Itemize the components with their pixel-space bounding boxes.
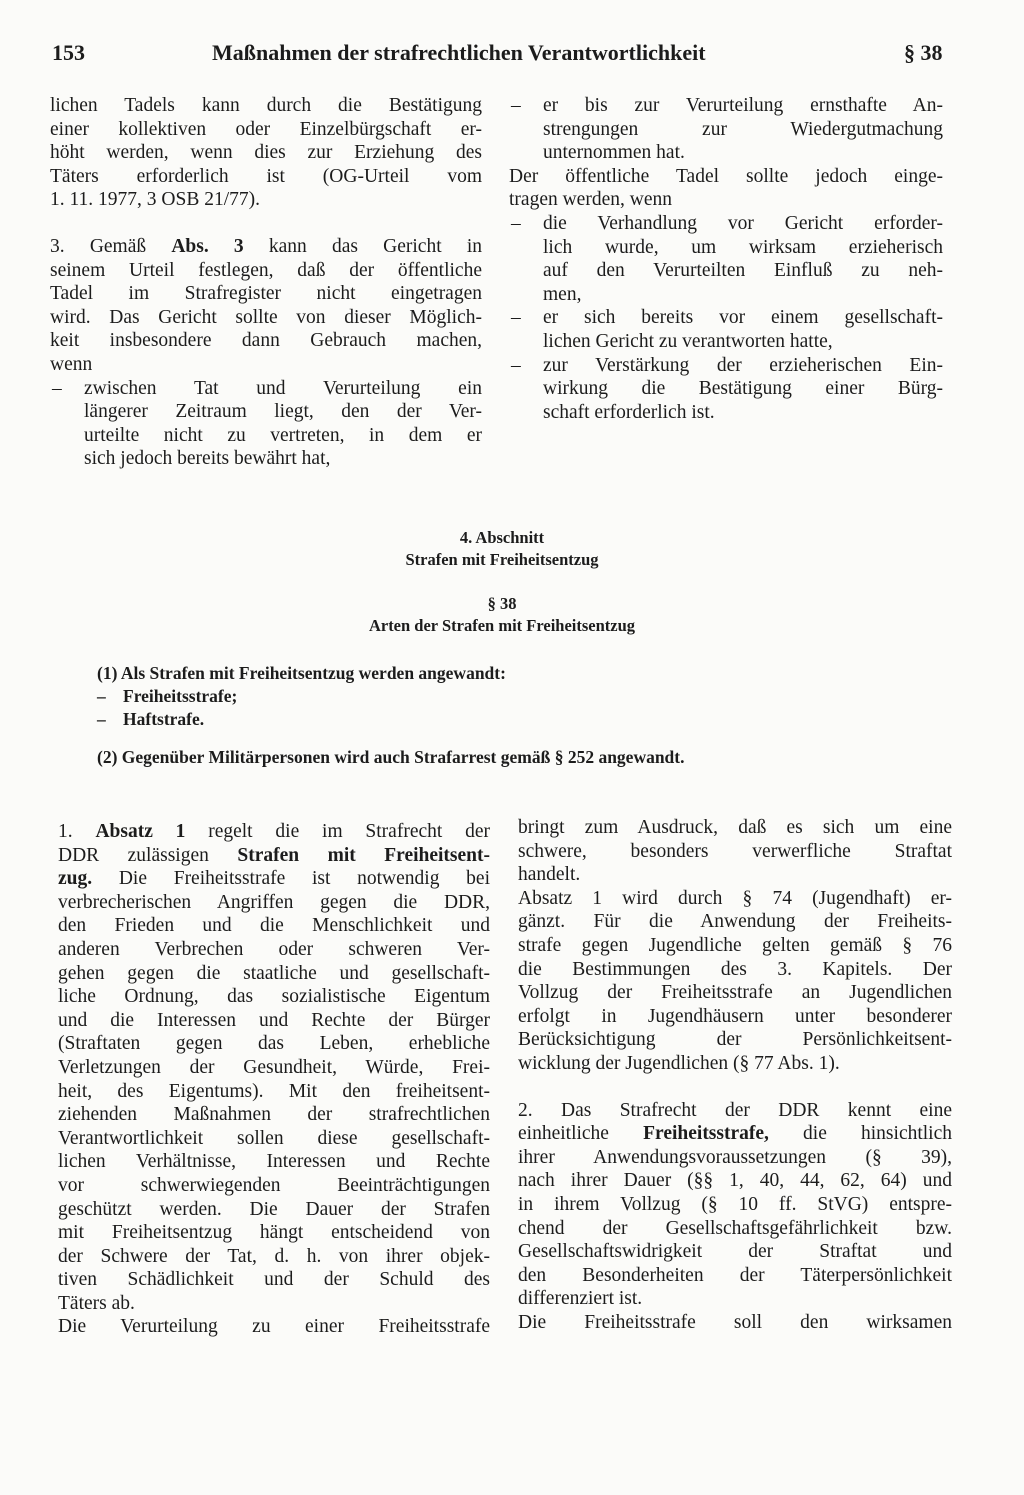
text-line: längerer Zeitraum liegt, den der Ver- [84,401,482,423]
text-line: differenziert ist. [518,1288,643,1310]
text-line: wirkung die Bestätigung einer Bürg- [543,378,943,400]
text-line: tragen werden, wenn [509,189,672,211]
text-line: Absatz 1 wird durch § 74 (Jugendhaft) er- [518,887,952,909]
list-dash: – [52,377,62,399]
text-line: lichen Tadels kann durch die Bestätigung [50,95,482,116]
text-line: handelt. [518,864,581,886]
chapter-title: Strafen mit Freiheitsentzug [405,550,599,569]
bold-term: Abs. 3 [171,235,244,257]
text-line: bringt zum Ausdruck, daß es sich um eine [518,817,952,838]
law-paragraph-2: (2) Gegenüber Militärpersonen wird auch Strafarrest gemäß § 252 angewandt. [97,747,685,767]
text-line: 2. Das Strafrecht der DDR kennt eine [518,1099,952,1121]
text-line: auf den Verurteilten Einfluß zu neh- [543,260,943,282]
text-line [518,1122,952,1146]
text-line: verbrecherischen Angriffen gegen die DDR, [58,891,490,913]
text-line: Gesellschaftswidrigkeit der Straftat und [518,1241,952,1263]
text-line: Täters ab. [58,1292,135,1314]
law-item-1 [97,685,237,707]
text-line: seinem Urteil festlegen, daß der öffentliche [50,259,482,281]
list-dash: – [511,307,521,329]
text-line: einer kollektiven oder Einzelbürgschaft er- [50,118,482,140]
text-line: tiven Schädlichkeit und der Schuld des [58,1269,490,1291]
paragraph-title: Arten der Strafen mit Freiheitsentzug [368,616,636,635]
text-line: 1. 11. 1977, 3 OSB 21/77). [50,189,260,211]
chapter-number: 4. Abschnitt [459,528,545,547]
text-line: strafe gegen Jugendliche gelten gemäß § 76 [518,934,952,956]
text-line: schwere, besonders verwerfliche Straftat [518,840,952,862]
line-text: zwischen Tat und Verurteilung ein [84,377,482,399]
text-line [58,867,490,891]
list-dash: – [511,354,521,376]
law-item-text: Freiheitsstrafe; [123,686,238,706]
law-item-2 [97,708,204,730]
text-line: höht werden, wenn dies zur Erziehung des [50,142,482,164]
top-left-column [50,94,482,471]
text-line: vor schwerwiegenden Beeinträchtigungen [58,1174,490,1196]
text-line [58,844,490,868]
law-dash: – [97,686,106,706]
text-line: gänzt. Für die Anwendung der Freiheits- [518,911,952,933]
bottom-left-column [58,820,490,1339]
line-text: regelt die im Strafrecht der [185,821,490,842]
text-line: ihrer Anwendungsvoraussetzungen (§ 39), [518,1146,952,1168]
list-line [509,306,943,330]
law-paragraph-1: (1) Als Strafen mit Freiheitsentzug werden angewandt: [97,663,506,683]
line-text: DDR zulässigen [58,844,238,866]
text-line [58,820,490,844]
section-marker: § 38 [904,40,943,65]
line-text: 3. Gemäß [50,235,172,257]
text-line: (Straftaten gegen das Leben, erhebliche [58,1033,490,1055]
text-line: Täters erforderlich ist (OG-Urteil vom [50,165,482,187]
text-line: Tadel im Strafregister nicht eingetragen [50,283,482,305]
text-line: sich jedoch bereits bewährt hat, [84,448,331,470]
page-number: 153 [52,40,85,65]
bold-term: Strafen mit Freiheitsent- [237,844,491,866]
text-line [50,235,482,259]
text-line: in ihrem Vollzug (§ 10 ff. StVG) entspre- [518,1193,952,1215]
text-line: men, [543,283,582,305]
text-line: Berücksichtigung der Persönlichkeitsent- [518,1029,952,1051]
text-line: die Bestimmungen des 3. Kapitels. Der [518,958,952,980]
text-line: und die Interessen und Rechte der Bürger [58,1009,490,1031]
text-line: ziehenden Maßnahmen der strafrechtlichen [58,1104,490,1126]
text-line: liche Ordnung, das sozialistische Eigentum [58,986,490,1008]
text-line: geschützt werden. Die Dauer der Strafen [58,1198,490,1220]
list-dash: – [511,95,521,116]
text-line: chend der Gesellschaftsgefährlichkeit bzw. [518,1217,952,1239]
line-text: er sich bereits vor einem gesellschaft- [543,307,943,329]
text-line: lichen Verhältnisse, Interessen und Rechte [58,1151,490,1173]
text-line: strengungen zur Wiedergutmachung [543,118,943,140]
bold-term: zug. [58,868,93,890]
line-text: 1. [58,821,96,842]
line-text: zur Verstärkung der erzieherischen Ein- [543,354,943,376]
text-line: urteilte nicht zu vertreten, in dem er [84,424,482,446]
list-line [509,212,943,236]
text-line: den Besonderheiten der Täterpersönlichkeit [518,1264,952,1286]
text-line: Verantwortlichkeit sollen diese gesellschaft- [58,1127,490,1149]
text-line: Vollzug der Freiheitsstrafe an Jugendlichen [518,982,952,1004]
text-line: wird. Das Gericht sollte von dieser Möglich- [50,306,482,328]
line-text: einheitliche [518,1123,644,1145]
paragraph-number: § 38 [487,594,517,613]
text-line: den Frieden und die Menschlichkeit und [58,915,490,937]
list-line [50,377,482,401]
line-text: die Verhandlung vor Gericht erforder- [543,212,943,234]
text-line: Die Verurteilung zu einer Freiheitsstrafe [58,1316,490,1338]
list-dash: – [511,212,521,234]
bold-term: Freiheitsstrafe, [643,1123,769,1145]
list-line [509,94,943,118]
line-text: kann das Gericht in [243,235,482,257]
text-line: Der öffentliche Tadel sollte jedoch einge- [509,165,943,187]
text-line: Die Freiheitsstrafe soll den wirksamen [518,1311,952,1333]
line-text: er bis zur Verurteilung ernsthafte An- [543,95,943,116]
text-line: anderen Verbrechen oder schweren Ver- [58,938,490,960]
text-line: lich wurde, um wirksam erzieherisch [543,236,943,258]
text-line: erfolgt in Jugendhäusern unter besonderer [518,1005,952,1027]
text-line: unternommen hat. [543,142,685,164]
running-title: Maßnahmen der strafrechtlichen Verantwortlichkeit [212,40,706,65]
text-line: nach ihrer Dauer (§§ 1, 40, 44, 62, 64) und [518,1170,952,1192]
line-text: Die Freiheitsstrafe ist notwendig bei [92,868,490,890]
text-line: schaft erforderlich ist. [543,401,715,423]
line-text: die hinsichtlich [768,1123,953,1145]
top-right-column [509,94,943,424]
text-line: mit Freiheitsentzug hängt entscheidend von [58,1222,490,1244]
bottom-right-column [518,816,952,1334]
paragraph-gap [50,212,482,235]
text-line: lichen Gericht zu verantworten hatte, [543,330,833,352]
list-line [509,354,943,378]
text-line: wenn [50,353,93,375]
text-line: gehen gegen die staatliche und gesellschaft- [58,962,490,984]
law-item-text: Haftstrafe. [123,709,205,729]
text-line: Verletzungen der Gesundheit, Würde, Frei- [58,1056,490,1078]
text-line: keit insbesondere dann Gebrauch machen, [50,330,482,352]
text-line: wicklung der Jugendlichen (§ 77 Abs. 1). [518,1052,840,1074]
paragraph-gap [518,1076,952,1099]
bold-term: Absatz 1 [95,821,186,842]
text-line: der Schwere der Tat, d. h. von ihrer objek- [58,1245,490,1267]
law-dash: – [97,709,106,729]
text-line: heit, des Eigentums). Mit den freiheitsent- [58,1080,490,1102]
